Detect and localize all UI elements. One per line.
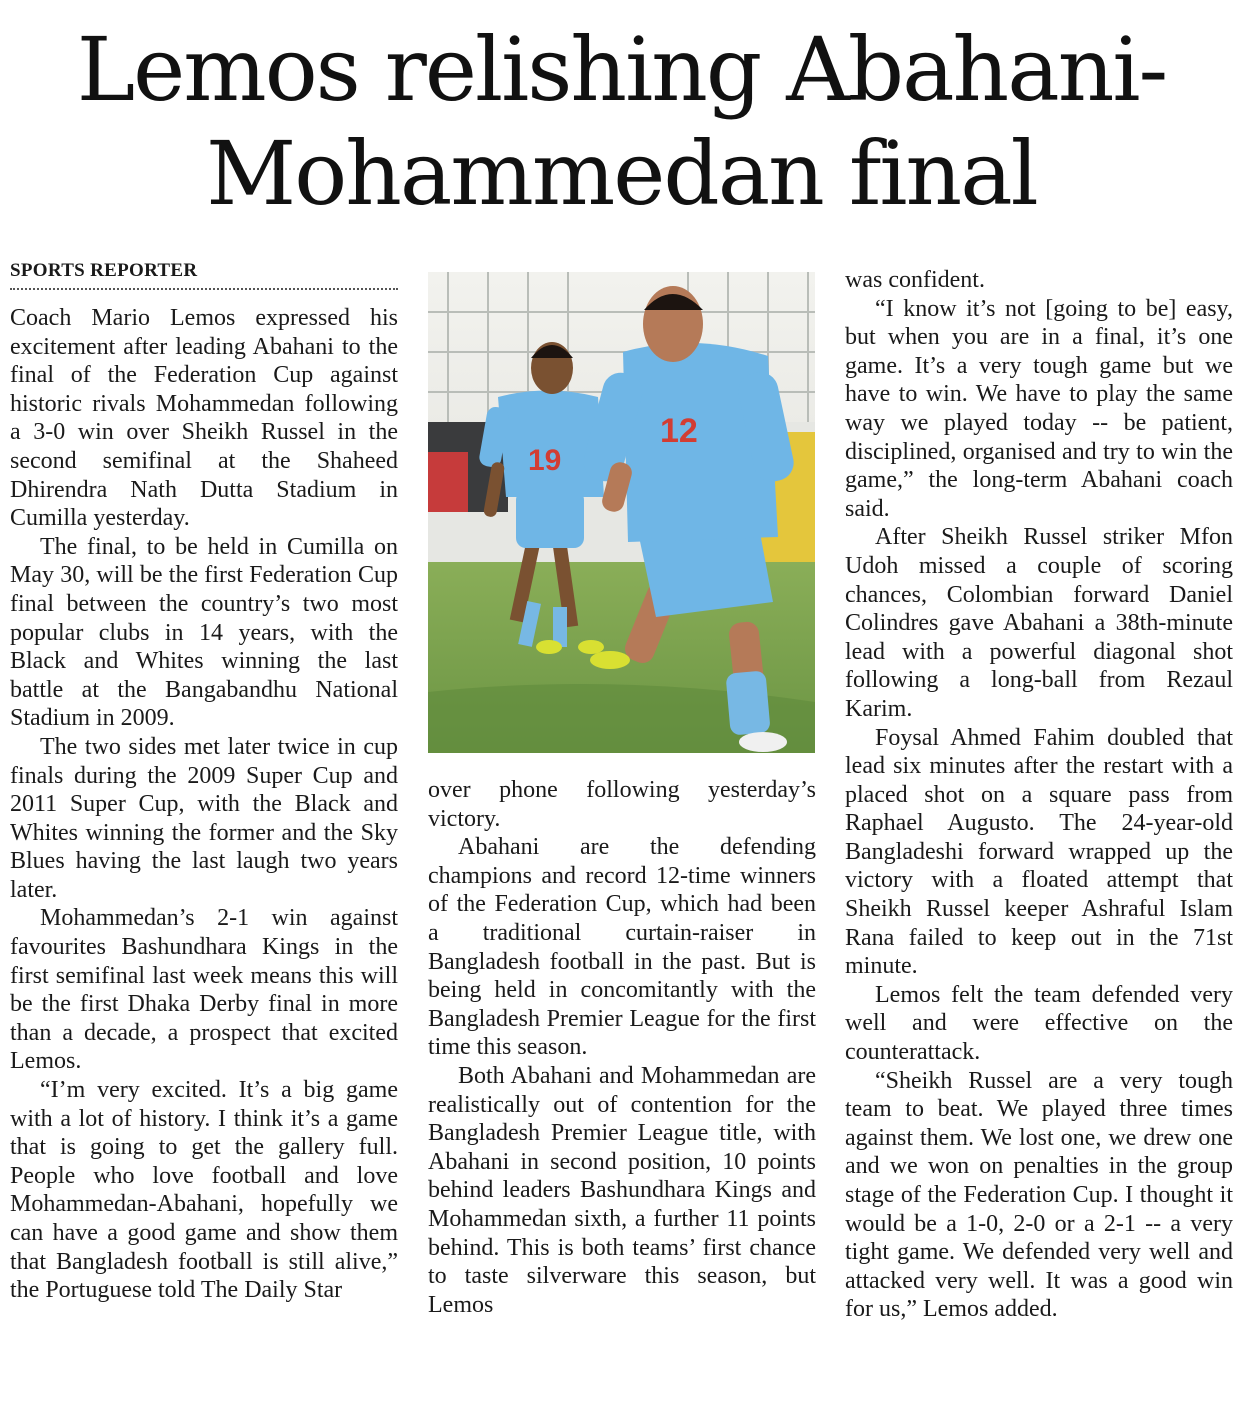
jersey-number: 12	[660, 412, 698, 450]
article-column-3	[845, 266, 1233, 1324]
paragraph: Foysal Ahmed Fahim doubled that lead six minutes after the restart with a placed shot on a square pass from Raphael Augusto. The 24-year-old Bangladeshi forward wrapped up the victory with a floated attempt that Sheikh Russel keeper Ashraful Islam Rana failed to keep out in the 71st minute.	[845, 724, 1233, 980]
byline-divider	[10, 288, 398, 290]
article-column-2	[428, 776, 816, 1319]
paragraph: The two sides met later twice in cup finals during the 2009 Super Cup and 2011 Super Cup, with the Black and Whites winning the former and the Sky Blues having the last laugh two years later.	[10, 733, 398, 903]
paragraph: “I know it’s not [going to be] easy, but when you are in a final, it’s one game. It’s a very tough game but we have to win. We have to play the same way we played today -- be patient, disciplined, organised and try to win the game,” the long-term Abahani coach said.	[845, 295, 1233, 522]
paragraph: The final, to be held in Cumilla on May 30, will be the first Federation Cup final between the country’s two most popular clubs in 14 years, with the Black and Whites winning the last battle at the Bangabandhu National Stadium in 2009.	[10, 533, 398, 732]
paragraph: Abahani are the defending champions and record 12-time winners of the Federation Cup, which had been a traditional curtain-raiser in Bangladesh football in the past. But is being held in concomitantly with the Bangladesh Premier League for the first time this season.	[428, 834, 816, 1061]
paragraph: “Sheikh Russel are a very tough team to beat. We played three times against them. We lost one, we drew one and we won on penalties in the group stage of the Federation Cup. I thought it would be a 1-0, 2-0 or a 2-1 -- a very tight game. We defended very well and attacked very well. It was a good win for us,” Lemos added.	[845, 1067, 1233, 1323]
paragraph: over phone following yesterday’s victory.	[428, 777, 816, 832]
paragraph: Coach Mario Lemos expressed his excitement after leading Abahani to the final of the Federation Cup against historic rivals Mohammedan following a 3-0 win over Sheikh Russel in the second semifinal at the Shaheed Dhirendra Nath Dutta Stadium in Cumilla yesterday.	[10, 305, 398, 532]
paragraph: was confident.	[845, 267, 985, 293]
paragraph: Lemos felt the team defended very well and were effective on the counterattack.	[845, 981, 1233, 1066]
advert-board-red	[428, 452, 468, 512]
headline	[0, 18, 1243, 226]
headline-line-1: Lemos relishing Abahani-	[76, 18, 1167, 121]
paragraph: After Sheikh Russel striker Mfon Udoh missed a couple of scoring chances, Colombian forward Daniel Colindres gave Abahani a 38th-minute lead with a powerful diagonal shot following a long-ball from Rezaul Karim.	[845, 524, 1233, 722]
match-photo	[428, 272, 815, 753]
paragraph: “I’m very excited. It’s a big game with a lot of history. I think it’s a game that is going to get the gallery full. People who love football and love Mohammedan-Abahani, hopefully we can have a good game and show them that Bangladesh football is still alive,” the Portuguese told The Daily Star	[10, 1077, 398, 1304]
byline: SPORTS REPORTER	[10, 260, 198, 281]
jersey-number: 19	[528, 444, 562, 477]
article-column-1	[10, 258, 398, 1305]
headline-line-2: Mohammedan final	[206, 122, 1037, 225]
paragraph: Mohammedan’s 2-1 win against favourites Bashundhara Kings in the first semifinal last week means this will be the first Dhaka Derby final in more than a decade, a prospect that excited Lemos.	[10, 905, 398, 1075]
paragraph: Both Abahani and Mohammedan are realistically out of contention for the Bangladesh Premier League title, with Abahani in second position, 10 points behind leaders Bashundhara Kings and Mohammedan sixth, a further 11 points behind. This is both teams’ first chance to taste silverware this season, but Lemos	[428, 1062, 816, 1318]
